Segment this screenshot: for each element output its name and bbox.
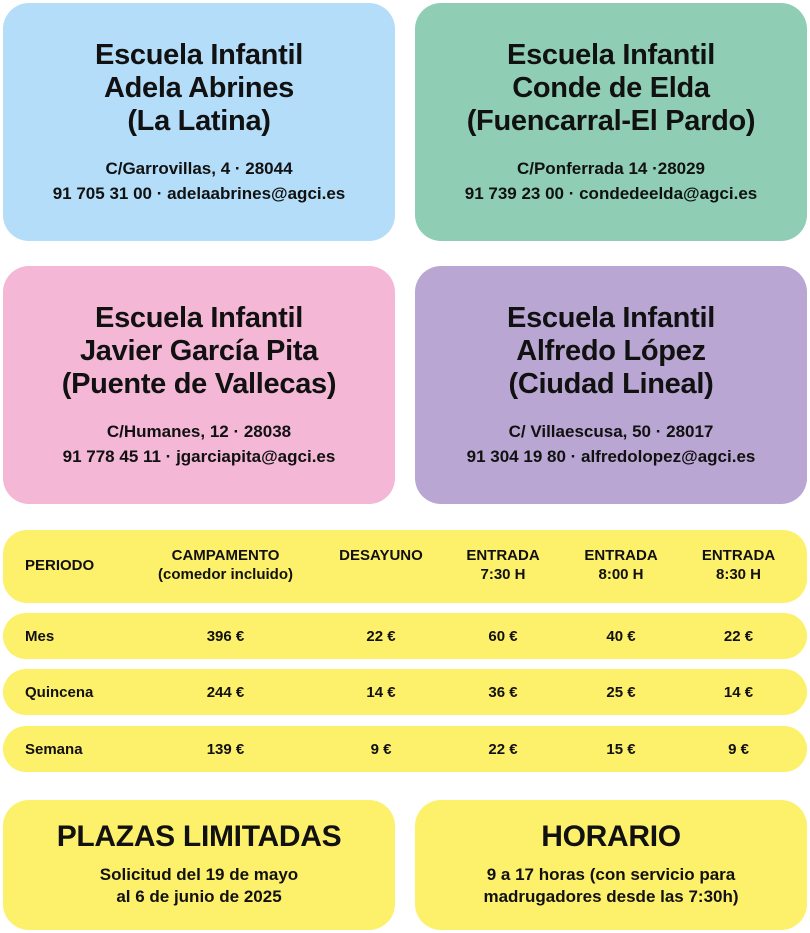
row-label: Semana bbox=[25, 741, 83, 758]
header-desayuno: DESAYUNO bbox=[339, 547, 423, 564]
header-entrada-730: ENTRADA 7:30 H bbox=[466, 547, 540, 583]
plazas-limitadas-card bbox=[3, 800, 395, 930]
price-entrada-730: 22 € bbox=[488, 741, 518, 758]
price-entrada-800: 25 € bbox=[606, 684, 636, 701]
school-title-line: Escuela Infantil bbox=[507, 39, 715, 71]
header-periodo: PERIODO bbox=[25, 557, 95, 574]
price-entrada-730: 36 € bbox=[488, 684, 518, 701]
price-desayuno: 22 € bbox=[366, 628, 396, 645]
price-table-header bbox=[3, 530, 807, 603]
school-district: (Fuencarral-El Pardo) bbox=[466, 105, 756, 137]
price-row-quincena bbox=[3, 669, 807, 715]
plazas-dates: Solicitud del 19 de mayo al 6 de junio de 2025 bbox=[99, 865, 299, 906]
school-district: (Puente de Vallecas) bbox=[61, 368, 337, 400]
row-label: Mes bbox=[25, 628, 55, 645]
school-name: Alfredo López bbox=[516, 335, 706, 367]
school-contact: 91 778 45 11 · jgarciapita@agci.es bbox=[62, 447, 336, 466]
price-campamento: 244 € bbox=[206, 684, 245, 701]
price-entrada-800: 15 € bbox=[606, 741, 636, 758]
price-row-mes bbox=[3, 613, 807, 659]
price-entrada-830: 22 € bbox=[723, 628, 754, 645]
school-contact: 91 304 19 80 · alfredolopez@agci.es bbox=[466, 447, 756, 466]
header-campamento: CAMPAMENTO (comedor incluido) bbox=[158, 547, 293, 583]
price-desayuno: 14 € bbox=[366, 684, 396, 701]
price-desayuno: 9 € bbox=[370, 741, 392, 758]
school-contact: 91 739 23 00 · condedeelda@agci.es bbox=[464, 184, 758, 203]
school-address: C/Garrovillas, 4 · 28044 bbox=[105, 159, 293, 178]
price-entrada-730: 60 € bbox=[488, 628, 518, 645]
school-address: C/ Villaescusa, 50 · 28017 bbox=[508, 422, 714, 441]
school-name: Conde de Elda bbox=[512, 72, 710, 104]
school-contact: 91 705 31 00 · adelaabrines@agci.es bbox=[52, 184, 346, 203]
plazas-title: PLAZAS LIMITADAS bbox=[56, 820, 342, 853]
school-district: (La Latina) bbox=[127, 105, 271, 137]
horario-card bbox=[415, 800, 807, 930]
price-row-semana bbox=[3, 726, 807, 772]
school-card-adela-abrines bbox=[3, 3, 395, 241]
school-card-javier-garcia-pita bbox=[3, 266, 395, 504]
price-campamento: 139 € bbox=[206, 741, 245, 758]
school-district: (Ciudad Lineal) bbox=[508, 368, 714, 400]
price-entrada-800: 40 € bbox=[606, 628, 636, 645]
horario-details: 9 a 17 horas (con servicio para madrugadores desde las 7:30h) bbox=[483, 865, 739, 906]
school-title-line: Escuela Infantil bbox=[507, 302, 715, 334]
price-campamento: 396 € bbox=[206, 628, 245, 645]
school-name: Javier García Pita bbox=[79, 335, 319, 367]
school-card-alfredo-lopez bbox=[415, 266, 807, 504]
price-entrada-830: 9 € bbox=[728, 741, 749, 758]
header-entrada-830: ENTRADA 8:30 H bbox=[701, 547, 776, 583]
school-address: C/Ponferrada 14 ·28029 bbox=[516, 159, 706, 178]
school-name: Adela Abrines bbox=[103, 72, 295, 104]
row-label: Quincena bbox=[25, 684, 94, 701]
school-title-line: Escuela Infantil bbox=[95, 39, 303, 71]
header-entrada-800: ENTRADA 8:00 H bbox=[584, 547, 658, 583]
school-address: C/Humanes, 12 · 28038 bbox=[106, 422, 292, 441]
school-card-conde-de-elda bbox=[415, 3, 807, 241]
school-title-line: Escuela Infantil bbox=[95, 302, 303, 334]
price-entrada-830: 14 € bbox=[723, 684, 754, 701]
horario-title: HORARIO bbox=[541, 820, 681, 853]
